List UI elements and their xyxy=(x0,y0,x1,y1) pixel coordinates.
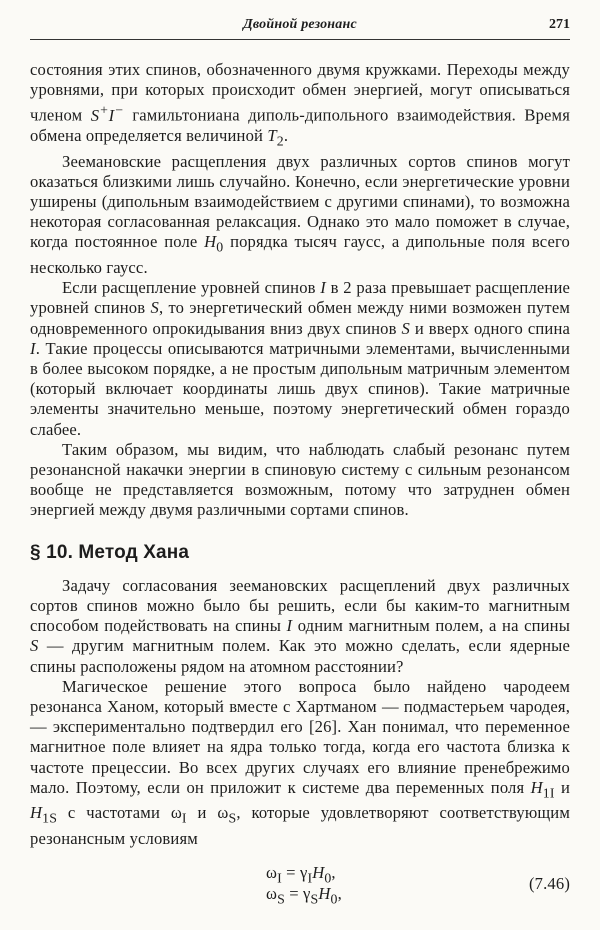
math-sup: + xyxy=(99,102,109,118)
math-symbol: , xyxy=(337,884,342,904)
math-symbol: , xyxy=(331,863,336,883)
running-title: Двойной резонанс xyxy=(243,17,357,32)
paragraph-5 xyxy=(30,576,570,677)
text-run: Задачу согласования зеемановских расщеплений двух различных сортов спинов можно было бы решить, если бы каким-то магнитным способом подействовать на спины xyxy=(30,575,570,636)
math-symbol: = γ xyxy=(281,863,308,883)
math-sub: 1I xyxy=(542,785,555,801)
text-run: Зеемановские расщепления двух различных сортов спинов могут оказаться близкими лишь случайно. Конечно, если энергетические уровни уширены (дипольным взаимодействием с другими спинами), то возможна некоторая согласованная релаксация. Однако это мало поможет в случае, когда постоянное поле xyxy=(30,151,570,252)
text-run: и xyxy=(554,777,570,797)
paragraph-3 xyxy=(30,278,570,440)
math-symbol: S xyxy=(30,636,39,656)
math-sub: S xyxy=(228,810,237,826)
text-run: Магическое решение этого вопроса было найдено чародеем резонанса Ханом, который вместе с Хартманом — подмастерьем чародея, — экспериментально подтвердил его [26]. Хан понимал, что переменное магнитное поле влияет на ядра только тогда, когда его частота близка к частоте прецессии. Во всех других случаях его влияние пренебрежимо мало. Поэтому, если он приложит к системе два переменных поля xyxy=(30,676,570,797)
paragraph-1: состояния этих спинов, обозначенного двумя кружками. Переходы между уровнями, при которых происходит обмен энергией, могут описываться членом S+I− гамильтониана диполь-дипольного взаимодействия. Время обмена определяется величиной $T_2$. xyxy=(30,60,570,149)
text-run: и вверх одного спина xyxy=(409,318,571,338)
math-symbol: I xyxy=(320,278,326,298)
paragraph-4: Таким образом, мы видим, что наблюдать слабый резонанс путем резонансной накачки энергии в спиновую систему с сильным резонансом вообще не представляется возможным, потому что затруднен обмен энергией между двумя различными сортами спинов. xyxy=(30,439,570,520)
paragraph-6 xyxy=(30,677,570,849)
math-symbol: ω xyxy=(217,803,229,823)
equation-7-46 xyxy=(30,857,570,907)
equation-number: (7.46) xyxy=(529,874,570,894)
text-run: состояния этих спинов, обозначенного двумя кружками. Переходы между уровнями, при которых происходит обмен энергией, могут описываться членом xyxy=(30,60,570,125)
math-symbol: S xyxy=(401,318,410,338)
text-run: . Такие процессы описываются матричными элементами, вычисленными в более высоком порядке, а не простым дипольным матричным элементом (который включает координаты лишь двух спинов). Такие матричные элементы значительно меньше, поэтому энергетический обмен гораздо слабее. xyxy=(30,338,570,439)
math-symbol: H xyxy=(530,777,543,797)
math-symbol: = γ xyxy=(284,884,311,904)
text-run: , которые удовлетворяют соответствующим резонансным условиям xyxy=(30,803,570,848)
math-symbol: S xyxy=(90,105,100,125)
math-sub: 0 xyxy=(330,891,338,907)
math-symbol: ω xyxy=(170,803,182,823)
math-symbol: H xyxy=(318,884,331,904)
math-symbol: H xyxy=(204,232,217,252)
math-symbol: H xyxy=(312,863,325,883)
math-symbol: ω xyxy=(266,863,278,883)
page-header xyxy=(30,14,570,40)
page-number: 271 xyxy=(549,17,570,32)
math-symbol: I xyxy=(30,338,36,358)
text-run: гамильтониана диполь-дипольного взаимодействия. Время обмена определяется величиной xyxy=(30,105,570,146)
header-rule xyxy=(30,39,570,40)
math-symbol: S xyxy=(150,298,159,318)
page-body xyxy=(30,60,570,907)
math-symbol: I xyxy=(108,105,115,125)
paragraph-2 xyxy=(30,152,570,279)
section-heading: § 10. Метод Хана xyxy=(30,541,190,563)
math-sub: S xyxy=(277,891,285,907)
text-run: — другим магнитным полем. Как это можно сделать, если ядерные спины расположены рядом на атомном расстоянии? xyxy=(30,636,570,676)
math-sub: 0 xyxy=(324,870,332,886)
math-sub: S xyxy=(310,891,319,907)
text-run: Если расщепление уровней спинов xyxy=(62,278,321,298)
text-run: одним магнитным полем, а на спины xyxy=(292,616,570,636)
math-symbol: I xyxy=(286,616,293,636)
text-run: в 2 раза превышает расщепление уровней спинов xyxy=(30,278,570,318)
math-sup: − xyxy=(114,102,124,118)
math-sub: I xyxy=(181,810,187,826)
math-sub: I xyxy=(277,870,282,886)
math-sub: 2 xyxy=(276,133,284,149)
equation-line-2 xyxy=(266,884,342,910)
text-run: и xyxy=(186,803,218,823)
math-symbol: ω xyxy=(266,884,278,904)
math-symbol: T xyxy=(267,126,277,146)
text-run: , то энергетический обмен между ними возможен путем одновременного опрокидывания вниз двух спинов xyxy=(30,298,570,338)
math-sub: 0 xyxy=(216,239,224,255)
text-run: порядка тысяч гаусс, а дипольные поля всего несколько гаусс. xyxy=(30,232,571,277)
math-sub: 1S xyxy=(42,810,58,826)
math-sub: I xyxy=(307,870,313,886)
math-symbol: H xyxy=(30,803,43,823)
text-run: с частотами xyxy=(57,803,171,823)
